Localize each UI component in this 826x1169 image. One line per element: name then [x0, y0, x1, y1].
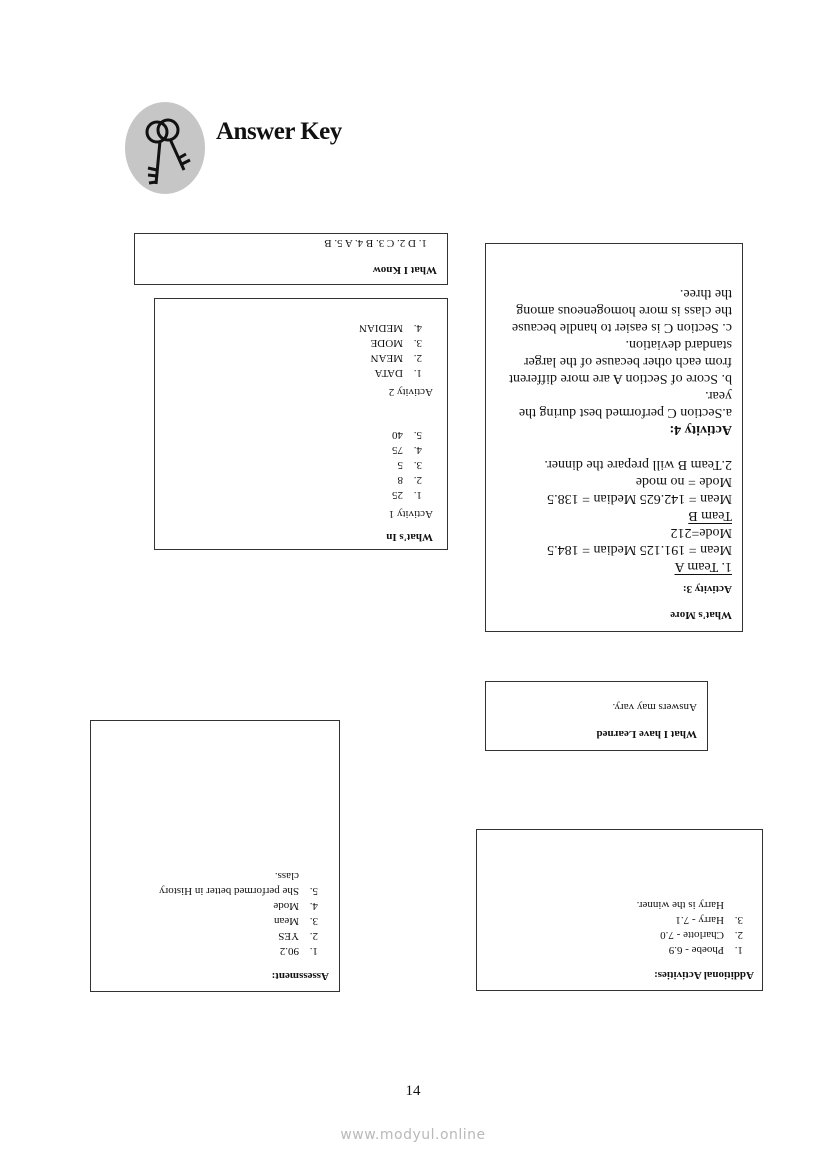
list-item: 3. MODE — [169, 335, 411, 350]
list-item: 1. 25 — [169, 487, 411, 502]
whats-in-heading: What's In — [386, 531, 433, 543]
keys-logo — [124, 100, 208, 196]
additional-activities-box — [476, 829, 763, 991]
list-item: 3. Harry - 7.1 — [485, 912, 732, 927]
activity-3-label: Activity 3: — [682, 583, 732, 595]
list-item: 2. YES — [157, 928, 307, 943]
list-item: 4. MEDIAN — [169, 320, 411, 335]
additional-winner: Harry is the winner. — [636, 899, 724, 911]
whats-in-box — [154, 298, 448, 550]
what-i-learned-box — [485, 681, 708, 751]
team-a-mode: Mode=212 — [670, 525, 732, 540]
activity-4-answer-a: a.Section C performed best during the year. — [518, 388, 732, 420]
activity-4-answer-b: b. Score of Section A are more different from each other because of the larger standard deviation. — [509, 337, 732, 386]
list-item: 4. 75 — [169, 442, 411, 457]
whats-more-heading: What's More — [670, 609, 732, 621]
activity-4-label: Activity 4: — [669, 422, 732, 437]
list-item: 1. 90.2 — [157, 943, 307, 958]
what-i-know-heading: What I Know — [372, 264, 437, 276]
list-item: 2. MEAN — [169, 350, 411, 365]
list-item: 2. Charlotte - 7.0 — [485, 927, 732, 942]
list-item: 5. She performed better in History class. — [157, 868, 307, 898]
team-b-mode: Mode = no mode — [635, 474, 732, 489]
list-item: 3. Mean — [157, 913, 307, 928]
team-b-label: Team B — [688, 508, 732, 523]
list-item: 4. Mode — [157, 898, 307, 913]
whats-more-box — [485, 243, 743, 632]
what-i-learned-text: Answers may vary. — [612, 701, 697, 713]
page-title: Answer Key — [216, 118, 342, 145]
what-i-know-answers: 1. D 2. C 3. B 4. A 5. B — [324, 237, 427, 249]
watermark: www.modyul.online — [340, 1127, 486, 1143]
assessment-heading: Assessment: — [271, 970, 329, 982]
what-i-know-box — [134, 233, 448, 285]
activity-1-label: Activity 1 — [388, 508, 433, 520]
team-b-stats: Mean = 142.625 Median = 138.5 — [547, 491, 732, 506]
team-a-label: 1. Team A — [674, 559, 732, 574]
list-item: 1. Phoebe - 6.9 — [485, 942, 732, 957]
list-item: 2. 8 — [169, 472, 411, 487]
assessment-box — [90, 720, 340, 992]
what-i-learned-heading: What I have Learned — [596, 728, 697, 740]
additional-activities-heading: Additional Activities: — [654, 969, 754, 981]
list-item: 1. DATA — [169, 365, 411, 380]
activity-4-answer-c: c. Section C is easier to handle because the class is more homogeneous among the three. — [511, 286, 732, 335]
activity-2-label: Activity 2 — [388, 386, 433, 398]
page-number: 14 — [405, 1083, 421, 1099]
list-item: 5. 40 — [169, 427, 411, 442]
activity-3-conclusion: 2.Team B will prepare the dinner. — [544, 457, 732, 472]
list-item: 3. 5 — [169, 457, 411, 472]
team-a-stats: Mean = 191.125 Median = 184.5 — [547, 542, 732, 557]
